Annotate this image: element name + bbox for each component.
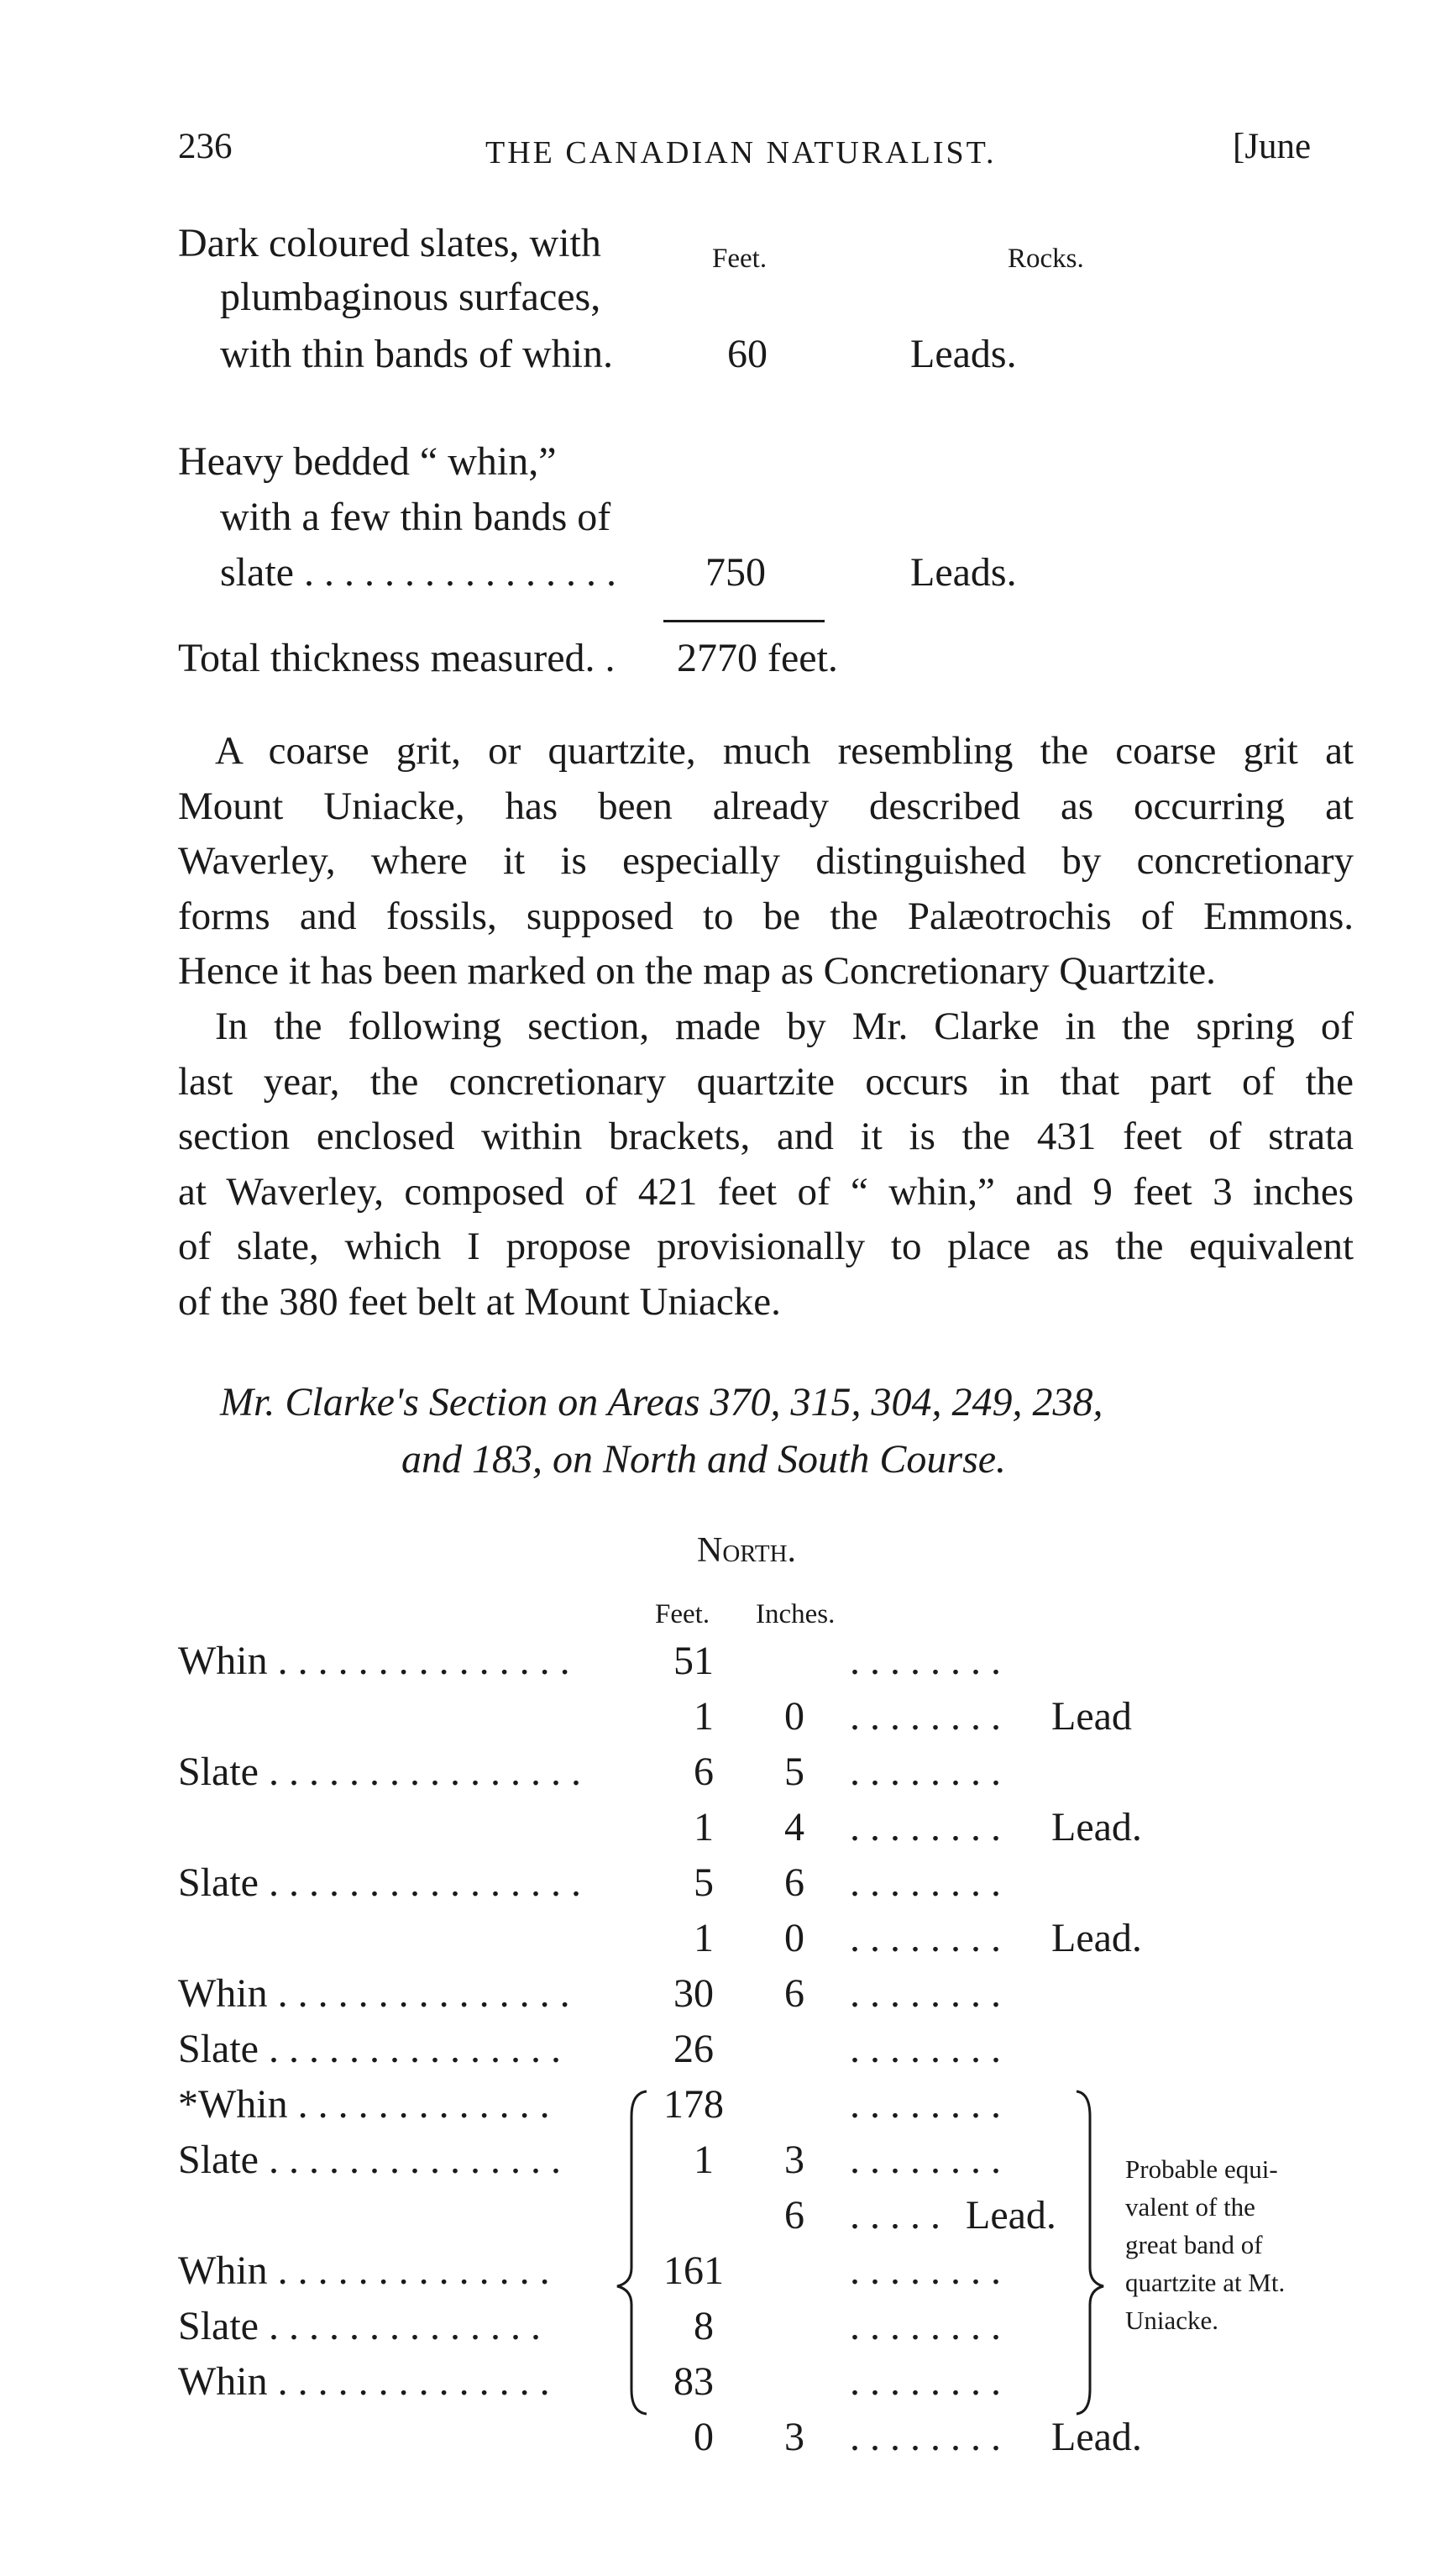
table-row-note: Lead.: [966, 2193, 1056, 2238]
table-row-note: Lead.: [1051, 1916, 1142, 1960]
table-row-inches: 4: [784, 1805, 804, 1849]
table-row-stratum: Slate . . . . . . . . . . . . . . .: [178, 2027, 561, 2071]
paragraph-1-line: forms and fossils, supposed to be the Palæotrochis of Emmons.: [178, 894, 1354, 938]
table-row-note: Lead.: [1051, 1805, 1142, 1849]
left-brace: [617, 2091, 647, 2414]
table-row-dots: . . . . . . . .: [850, 2304, 1001, 2348]
table-row-dots: . . . . . . . .: [850, 1916, 1001, 1960]
table1-row2-line1: Heavy bedded “ whin,”: [178, 439, 557, 484]
table-row-stratum: Whin . . . . . . . . . . . . . . .: [178, 1971, 570, 2016]
table-row-feet: 1: [694, 2138, 714, 2182]
table1-row2-feet: 750: [705, 550, 766, 595]
table-row-dots: . . . . . . . .: [850, 1860, 1001, 1905]
table-row-feet: 83: [673, 2359, 714, 2404]
table-row-feet: 178: [663, 2082, 724, 2127]
table1-row1-line2: plumbaginous surfaces,: [220, 275, 601, 319]
table-row-feet: 1: [694, 1694, 714, 1739]
section-title-line1: Mr. Clarke's Section on Areas 370, 315, 304, 249, 238,: [220, 1380, 1103, 1424]
table-row-inches: 3: [784, 2415, 804, 2459]
bracket-note-line: valent of the: [1125, 2192, 1255, 2222]
table-row-dots: . . . . . . . .: [850, 2138, 1001, 2182]
bracket-note-line: Probable equi-: [1125, 2154, 1278, 2184]
bracket-note-line: quartzite at Mt.: [1125, 2268, 1286, 2297]
north-heading: North.: [697, 1531, 797, 1570]
table-row-inches: 0: [784, 1694, 804, 1739]
table-row-dots: . . . . . . . .: [850, 1639, 1001, 1683]
bracket-note-line: Uniacke.: [1125, 2306, 1219, 2335]
table1-row1-line3: with thin bands of whin.: [220, 332, 613, 376]
page-number: 236: [178, 127, 233, 166]
table-row-dots: . . . . . . . .: [850, 2248, 1001, 2293]
table-row-feet: 6: [694, 1750, 714, 1794]
table-row-inches: 5: [784, 1750, 804, 1794]
table-row-dots: . . . . . . . .: [850, 1750, 1001, 1794]
table1-row2-rocks: Leads.: [910, 550, 1017, 595]
month-label: [June: [1233, 127, 1312, 166]
table-row-stratum: Slate . . . . . . . . . . . . . .: [178, 2304, 541, 2348]
paragraph-1-line: A coarse grit, or quartzite, much resembling the coarse grit at: [215, 729, 1354, 773]
table-row-dots: . . . . . . . .: [850, 2027, 1001, 2071]
total-value: 2770 feet.: [677, 636, 838, 680]
paragraph-2-line: at Waverley, composed of 421 feet of “ whin,” and 9 feet 3 inches: [178, 1169, 1354, 1214]
bracket-note-line: great band of: [1125, 2230, 1263, 2259]
table-row-inches: 0: [784, 1916, 804, 1960]
table-row-dots: . . . . . . . .: [850, 2082, 1001, 2127]
table2-inches-header: Inches.: [756, 1599, 836, 1629]
table-row-feet: 161: [663, 2248, 724, 2293]
table-row-feet: 30: [673, 1971, 714, 2016]
table1-row2-line3: slate . . . . . . . . . . . . . . . .: [220, 550, 616, 595]
section-title-line2: and 183, on North and South Course.: [401, 1437, 1007, 1482]
table1-row2-line2: with a few thin bands of: [220, 495, 611, 539]
table-row-dots: . . . . . . . .: [850, 2359, 1001, 2404]
table-row-note: Lead.: [1051, 2415, 1142, 2459]
paragraph-2-line: last year, the concretionary quartzite occurs in that part of the: [178, 1059, 1354, 1104]
paragraph-1-line: Hence it has been marked on the map as Concretionary Quartzite.: [178, 949, 1216, 993]
total-label: Total thickness measured. .: [178, 636, 616, 680]
table-row-inches: 6: [784, 2193, 804, 2238]
table-row-feet: 8: [694, 2304, 714, 2348]
table1-row1-line1: Dark coloured slates, with: [178, 221, 601, 265]
paragraph-2-line: section enclosed within brackets, and it is the 431 feet of strata: [178, 1115, 1354, 1158]
table1-rocks-header: Rocks.: [1008, 244, 1084, 274]
table-row-dots: . . . . . . . .: [850, 2415, 1001, 2459]
table-row-dots: . . . . . . . .: [850, 1971, 1001, 2016]
table-row-stratum: Whin . . . . . . . . . . . . . . .: [178, 1639, 570, 1683]
table-row-stratum: Slate . . . . . . . . . . . . . . . .: [178, 1860, 581, 1905]
table-row-feet: 51: [673, 1639, 714, 1683]
table-row-note: Lead: [1051, 1694, 1132, 1739]
paragraph-2-line: In the following section, made by Mr. Clarke in the spring of: [215, 1005, 1354, 1048]
table-row-stratum: Slate . . . . . . . . . . . . . . . .: [178, 1750, 581, 1794]
table1-row1-rocks: Leads.: [910, 332, 1017, 376]
paragraph-2-line: of the 380 feet belt at Mount Uniacke.: [178, 1279, 781, 1324]
table-row-stratum: *Whin . . . . . . . . . . . . .: [178, 2082, 550, 2127]
table-row-feet: 5: [694, 1860, 714, 1905]
table-row-stratum: Slate . . . . . . . . . . . . . . .: [178, 2138, 561, 2182]
table-row-dots: . . . . . . . .: [850, 1805, 1001, 1849]
table-row-stratum: Whin . . . . . . . . . . . . . .: [178, 2359, 550, 2404]
paragraph-1-line: Waverley, where it is especially distinguished by concretionary: [178, 839, 1354, 883]
table-row-inches: 3: [784, 2138, 804, 2182]
table-row-inches: 6: [784, 1860, 804, 1905]
paragraph-1-line: Mount Uniacke, has been already described as occurring at: [178, 784, 1354, 828]
table-row-feet: 0: [694, 2415, 714, 2459]
table-row-feet: 1: [694, 1916, 714, 1960]
table-row-inches: 6: [784, 1971, 804, 2016]
table1-feet-header: Feet.: [712, 244, 768, 274]
right-brace: [1077, 2091, 1103, 2414]
paragraph-2-line: of slate, which I propose provisionally to place as the equivalent: [178, 1225, 1354, 1268]
table-row-dots: . . . . . . . .: [850, 1694, 1001, 1739]
table2-feet-header: Feet.: [655, 1599, 710, 1629]
table1-row1-feet: 60: [727, 332, 768, 376]
table-row-feet: 26: [673, 2027, 714, 2071]
table-row-dots: . . . . .: [850, 2193, 940, 2238]
table-row-feet: 1: [694, 1805, 714, 1849]
table-row-stratum: Whin . . . . . . . . . . . . . .: [178, 2248, 550, 2293]
running-title: THE CANADIAN NATURALIST.: [485, 135, 997, 171]
